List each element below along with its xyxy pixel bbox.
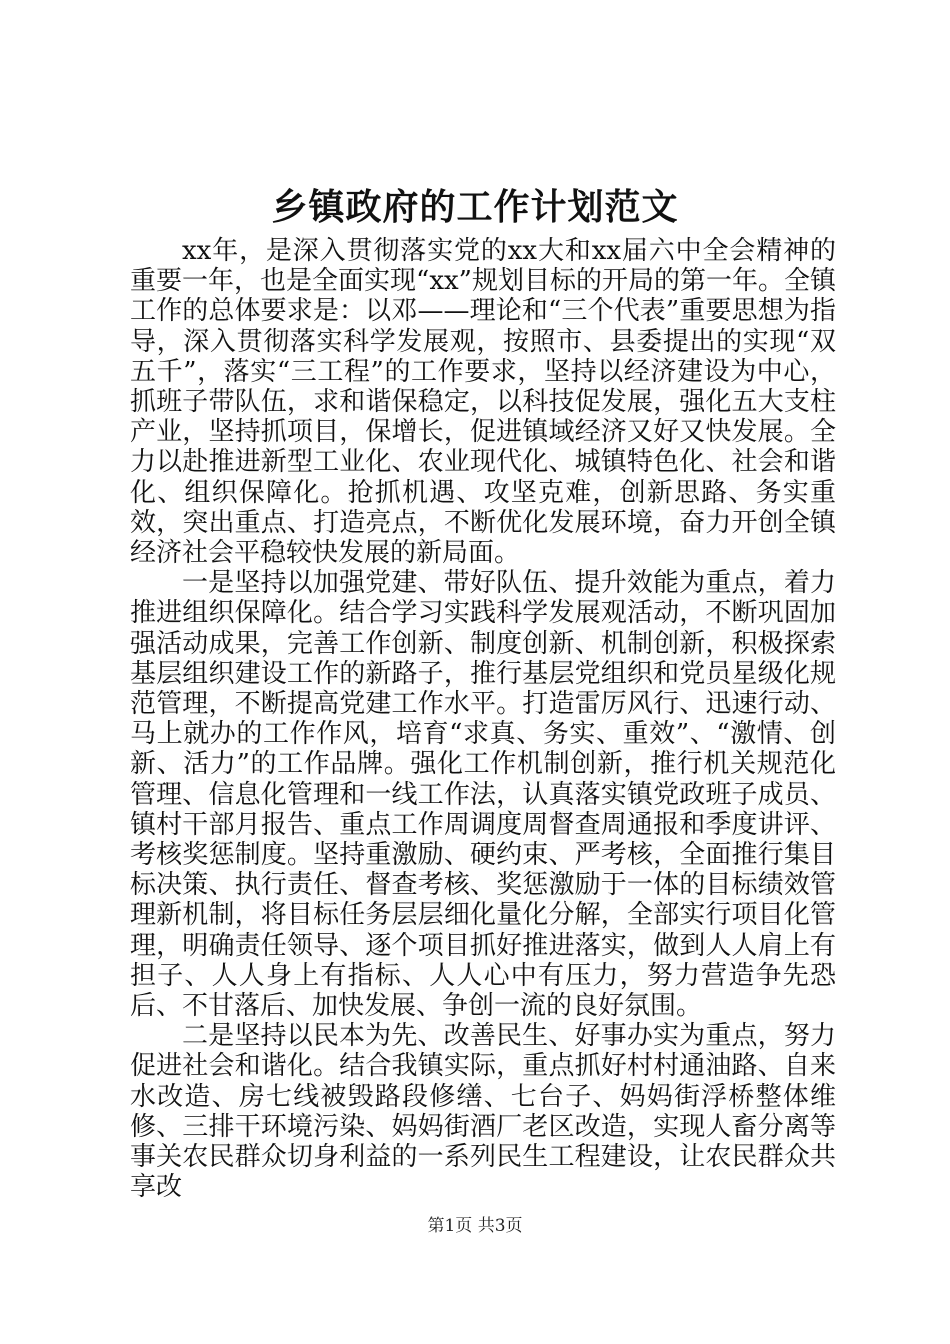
paragraph-livelihood: 二是坚持以民本为先、改善民生、好事办实为重点，努力促进社会和谐化。结合我镇实际，重点抓好村村通油路、自来水改造、房七线被毁路段修缮、七台子、妈妈街浮桥整体维修、三排干环境污染、妈妈街酒厂老区改造，实现人畜分离等事关农民群众切身利益的一系列民生工程建设，让农民群众共享改: [130, 1021, 836, 1203]
document-body: [130, 236, 836, 1203]
document-title: 乡镇政府的工作计划范文: [271, 186, 679, 228]
page-number-footer: 第1页 共3页: [427, 1216, 523, 1236]
paragraph-intro: xx年，是深入贯彻落实党的xx大和xx届六中全会精神的重要一年，也是全面实现“xx”规划目标的开局的第一年。全镇工作的总体要求是：以邓——理论和“三个代表”重要思想为指导，深入贯彻落实科学发展观，按照市、县委提出的实现“双五千”，落实“三工程”的工作要求，坚持以经济建设为中心，抓班子带队伍，求和谐保稳定，以科技促发展，强化五大支柱产业，坚持抓项目，保增长，促进镇域经济又好又快发展。全力以赴推进新型工业化、农业现代化、城镇特色化、社会和谐化、组织保障化。抢抓机遇、攻坚克难，创新思路、务实重效，突出重点、打造亮点，不断优化发展环境，奋力开创全镇经济社会平稳较快发展的新局面。: [130, 236, 836, 569]
paragraph-organization: 一是坚持以加强党建、带好队伍、提升效能为重点，着力推进组织保障化。结合学习实践科学发展观活动，不断巩固加强活动成果，完善工作创新、制度创新、机制创新，积极探索基层组织建设工作的新路子，推行基层党组织和党员星级化规范管理，不断提高党建工作水平。打造雷厉风行、迅速行动、马上就办的工作作风，培育“求真、务实、重效”、“激情、创新、活力”的工作品牌。强化工作机制创新，推行机关规范化管理、信息化管理和一线工作法，认真落实镇党政班子成员、镇村干部月报告、重点工作周调度周督查周通报和季度讲评、考核奖惩制度。坚持重激励、硬约束、严考核，全面推行集目标决策、执行责任、督查考核、奖惩激励于一体的目标绩效管理新机制，将目标任务层层细化量化分解，全部实行项目化管理，明确责任领导、逐个项目抓好推进落实，做到人人肩上有担子、人人身上有指标、人人心中有压力，努力营造争先恐后、不甘落后、加快发展、争创一流的良好氛围。: [130, 568, 836, 1022]
